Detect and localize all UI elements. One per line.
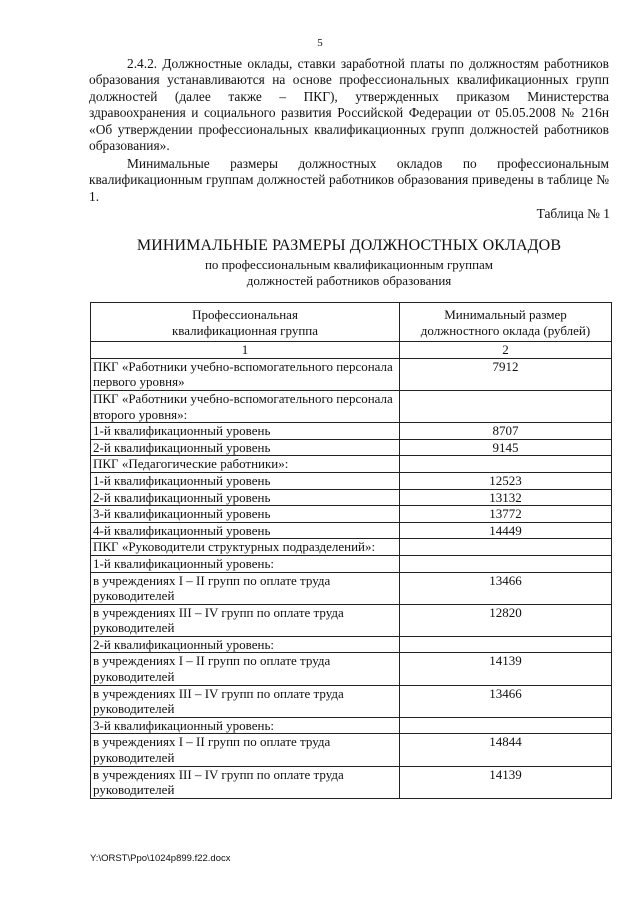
table-row bbox=[91, 734, 612, 766]
group-cell: в учреждениях I – II групп по оплате труда руководителей bbox=[91, 572, 400, 604]
group-cell: 1-й квалификационный уровень bbox=[91, 423, 400, 440]
table-row bbox=[91, 522, 612, 539]
table-row bbox=[91, 539, 612, 556]
header-group-line2: квалификационная группа bbox=[171, 322, 319, 338]
table-row bbox=[91, 604, 612, 636]
file-path-footer: Y:\ORST\Ppo\1024p899.f22.docx bbox=[90, 853, 231, 864]
table-row bbox=[91, 358, 612, 390]
group-cell: ПКГ «Работники учебно-вспомогательного персонала первого уровня» bbox=[91, 358, 400, 390]
table-title: МИНИМАЛЬНЫЕ РАЗМЕРЫ ДОЛЖНОСТНЫХ ОКЛАДОВ bbox=[136, 237, 562, 254]
group-cell: в учреждениях III – IV групп по оплате труда руководителей bbox=[91, 766, 400, 798]
salary-cell: 13772 bbox=[400, 506, 612, 523]
group-cell: ПКГ «Педагогические работники»: bbox=[91, 456, 400, 473]
page-number: 5 bbox=[317, 37, 323, 49]
salary-cell bbox=[400, 555, 612, 572]
salary-cell: 12820 bbox=[400, 604, 612, 636]
salary-cell: 13466 bbox=[400, 685, 612, 717]
table-row bbox=[91, 766, 612, 798]
table-row bbox=[91, 489, 612, 506]
salary-cell: 12523 bbox=[400, 472, 612, 489]
table-subtitle-line1: по профессиональным квалификационным группам bbox=[204, 257, 494, 272]
header-salary-line2: должностного оклада (рублей) bbox=[420, 322, 591, 338]
group-cell: 2-й квалификационный уровень: bbox=[91, 636, 400, 653]
salary-cell bbox=[400, 636, 612, 653]
header-group-line1: Профессиональная bbox=[192, 307, 298, 322]
group-cell: в учреждениях I – II групп по оплате труда руководителей bbox=[91, 734, 400, 766]
column-number-1: 1 bbox=[91, 342, 400, 359]
table-row bbox=[91, 439, 612, 456]
salary-cell bbox=[400, 539, 612, 556]
salary-cell: 14139 bbox=[400, 766, 612, 798]
table-row bbox=[91, 506, 612, 523]
group-cell: в учреждениях III – IV групп по оплате труда руководителей bbox=[91, 685, 400, 717]
salary-cell: 7912 bbox=[400, 358, 612, 390]
table-row bbox=[91, 555, 612, 572]
group-cell: 2-й квалификационный уровень bbox=[91, 439, 400, 456]
paragraph-minimal-sizes: Минимальные размеры должностных окладов по профессиональным квалификационным группам должностей работников образования приведены в таблице № 1. bbox=[89, 156, 609, 204]
group-cell: 2-й квалификационный уровень bbox=[91, 489, 400, 506]
column-number-row bbox=[91, 342, 612, 359]
table-row bbox=[91, 572, 612, 604]
table-row bbox=[91, 472, 612, 489]
salary-cell: 14139 bbox=[400, 653, 612, 685]
table-row bbox=[91, 456, 612, 473]
group-cell: в учреждениях III – IV групп по оплате труда руководителей bbox=[91, 604, 400, 636]
salary-cell bbox=[400, 390, 612, 422]
header-salary-line1: Минимальный размер bbox=[444, 307, 567, 322]
table-row bbox=[91, 636, 612, 653]
salary-cell: 14449 bbox=[400, 522, 612, 539]
salary-cell bbox=[400, 456, 612, 473]
header-group bbox=[91, 303, 400, 342]
salary-cell: 9145 bbox=[400, 439, 612, 456]
table-row bbox=[91, 423, 612, 440]
paragraph-intro: 2.4.2. Должностные оклады, ставки заработной платы по должностям работников образования устанавливаются на основе профессиональных квалификационных групп должностей (далее также – ПКГ), утвержденных приказом Министерства здравоохранения и социального развития Российской Федерации от 05.05.2008 № 216н «Об утверждении профессиональных квалификационных групп должностей работников образования». bbox=[89, 56, 609, 154]
salary-cell: 14844 bbox=[400, 734, 612, 766]
salary-cell bbox=[400, 717, 612, 734]
table-row bbox=[91, 717, 612, 734]
table-header-row bbox=[91, 303, 612, 342]
table-label: Таблица № 1 bbox=[536, 206, 610, 221]
group-cell: 4-й квалификационный уровень bbox=[91, 522, 400, 539]
column-number-2: 2 bbox=[400, 342, 612, 359]
group-cell: 3-й квалификационный уровень: bbox=[91, 717, 400, 734]
table-row bbox=[91, 685, 612, 717]
group-cell: ПКГ «Работники учебно-вспомогательного персонала второго уровня»: bbox=[91, 390, 400, 422]
salary-cell: 13466 bbox=[400, 572, 612, 604]
group-cell: 3-й квалификационный уровень bbox=[91, 506, 400, 523]
salary-table bbox=[90, 302, 612, 799]
header-salary bbox=[400, 303, 612, 342]
table-subtitle-line2: должностей работников образования bbox=[246, 273, 452, 288]
table-row bbox=[91, 390, 612, 422]
group-cell: в учреждениях I – II групп по оплате труда руководителей bbox=[91, 653, 400, 685]
salary-cell: 8707 bbox=[400, 423, 612, 440]
salary-cell: 13132 bbox=[400, 489, 612, 506]
group-cell: ПКГ «Руководители структурных подразделений»: bbox=[91, 539, 400, 556]
group-cell: 1-й квалификационный уровень bbox=[91, 472, 400, 489]
table-row bbox=[91, 653, 612, 685]
group-cell: 1-й квалификационный уровень: bbox=[91, 555, 400, 572]
